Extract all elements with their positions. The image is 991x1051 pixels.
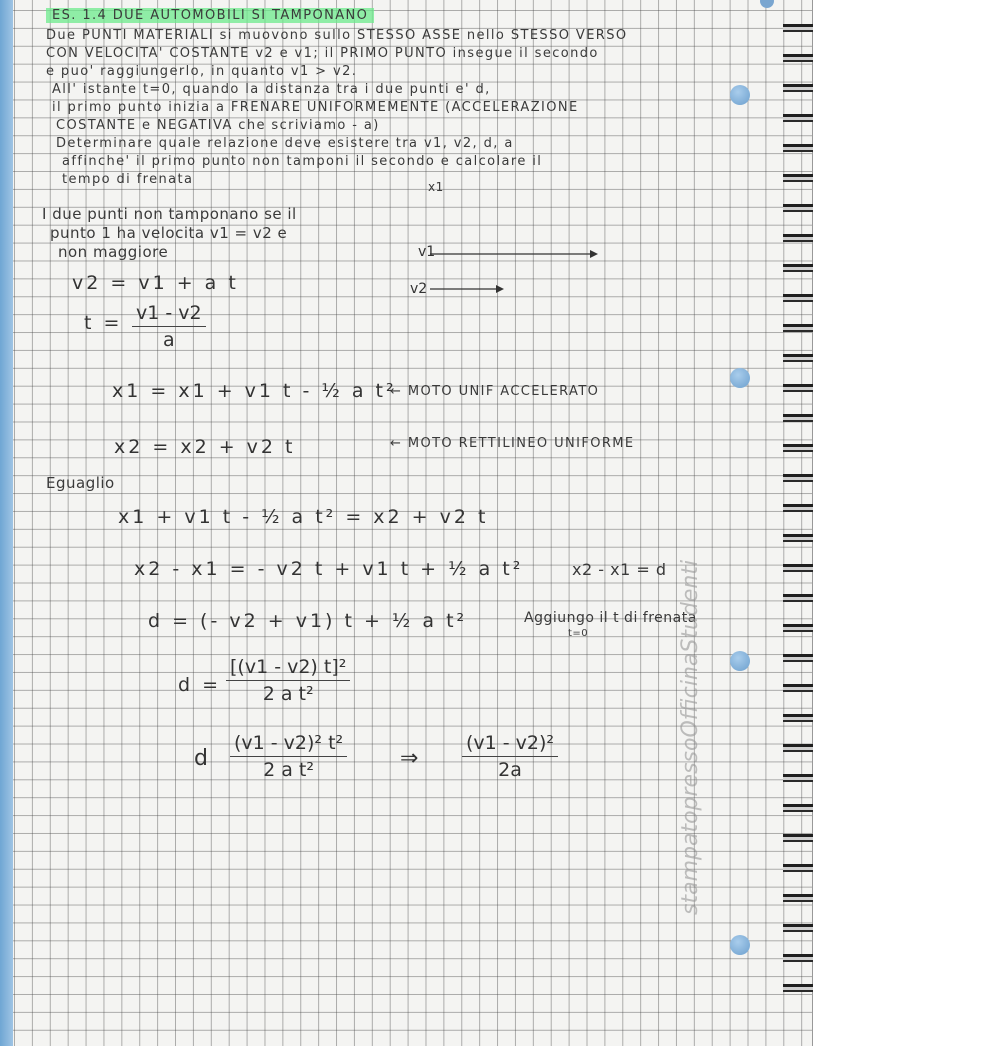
fraction-d [226,656,350,705]
problem-line: affinche' il primo punto non tamponi il secondo e calcolare il [62,154,543,169]
binder-hole [730,368,750,388]
equation-difference: x2 - x1 = - v2 t + v1 t + ½ a t² [134,558,524,580]
solution-intro-line: I due punti non tamponano se il [42,205,297,223]
v1-arrowhead [590,250,598,258]
spiral-binding [783,12,813,1012]
fraction-t [132,302,206,351]
x1-mark: x1 [428,180,444,194]
fraction-d-numerator: [(v1 - v2) t]² [226,656,350,681]
problem-line: il primo punto inizia a FRENARE UNIFORMEMENTE (ACCELERAZIONE [52,100,579,115]
equation-d3-lhs: d [194,746,211,771]
equation-equalize: x1 + v1 t - ½ a t² = x2 + v2 t [118,506,489,528]
problem-line: COSTANTE e NEGATIVA che scriviamo - a) [56,118,380,133]
note-difference-equals-d: x2 - x1 = d [572,560,667,579]
fraction-d3-denominator: 2 a t² [263,759,315,781]
watermark-text: stampatopressoOfficinaStudenti [678,559,703,915]
note-uniform-rectilinear: ← MOTO RETTILINEO UNIFORME [390,436,635,451]
problem-line: tempo di frenata [62,172,194,187]
fraction-d3-numerator: (v1 - v2)² t² [230,732,347,757]
solution-intro-line: non maggiore [58,243,169,261]
note-uniform-accelerated: ← MOTO UNIF ACCELERATO [390,384,600,399]
equation-x1: x1 = x1 + v1 t - ½ a t² [112,380,397,402]
implies-arrow: ⇒ [400,746,422,771]
fraction-d3 [230,732,347,781]
v2-vector-label: v2 [410,281,428,297]
problem-line: e puo' raggiungerlo, in quanto v1 > v2. [46,64,358,79]
equation-t-lhs: t = [84,312,123,334]
exercise-title: ES. 1.4 DUE AUTOMOBILI SI TAMPONANO [46,8,374,23]
result-fraction [462,732,558,781]
page-margin-strip [0,0,13,1046]
equation-v2: v2 = v1 + a t [72,272,239,294]
problem-line: Due PUNTI MATERIALI si muovono sullo STESSO ASSE nello STESSO VERSO [46,28,628,43]
fraction-t-numerator: v1 - v2 [132,302,206,327]
note-brake-time: Aggiungo il t di frenata [524,610,697,626]
binder-hole [730,651,750,671]
v2-arrowhead [496,285,504,293]
problem-line: CON VELOCITA' COSTANTE v2 e v1; il PRIMO PUNTO insegue il secondo [46,46,599,61]
v1-vector-label: v1 [418,244,436,260]
result-numerator: (v1 - v2)² [462,732,558,757]
fraction-d-denominator: 2 a t² [262,683,314,705]
fraction-t-denominator: a [162,329,175,351]
problem-line: All' istante t=0, quando la distanza tra i due punti e' d, [52,82,491,97]
equation-d: d = (- v2 + v1) t + ½ a t² [148,610,468,632]
binder-hole [730,935,750,955]
solution-intro-line: punto 1 ha velocita v1 = v2 e [50,224,288,242]
equation-d2-lhs: d = [178,674,222,696]
velocity-vector-diagram [410,240,610,310]
note-brake-time-sub: t=0 [568,628,589,639]
binder-hole [730,85,750,105]
result-denominator: 2a [498,759,522,781]
problem-line: Determinare quale relazione deve esistere tra v1, v2, d, a [56,136,514,151]
equation-x2: x2 = x2 + v2 t [114,436,296,458]
equalize-label: Eguaglio [46,474,115,492]
